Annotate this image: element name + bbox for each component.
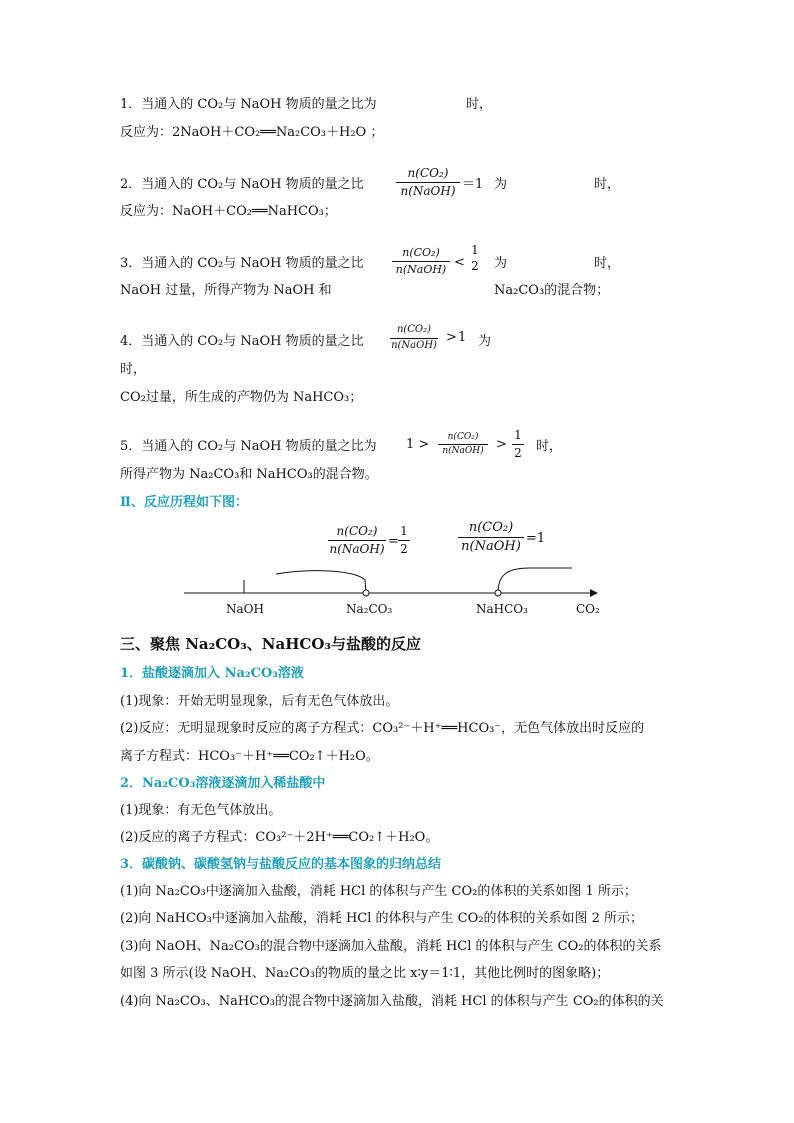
item2-line1: 2．当通入的 CO₂与 NaOH 物质的量之比 [120, 177, 364, 192]
item3-fraction: n(CO₂) n(NaOH) [392, 246, 450, 277]
sub2-p1: (1)现象：有无色气体放出。 [120, 803, 282, 818]
item1-line1: 1．当通入的 CO₂与 NaOH 物质的量之比为 [120, 97, 377, 112]
item2-mid: 为 [494, 177, 508, 192]
sub2-title: 2．Na₂CO₃溶液逐滴加入稀盐酸中 [120, 776, 326, 791]
sub1-p1: (1)现象：开始无明显现象，后有无色气体放出。 [120, 694, 399, 709]
sub1-title: 1．盐酸逐滴加入 Na₂CO₃溶液 [120, 666, 304, 681]
item2-line2: 反应为：NaOH＋CO₂══NaHCO₃； [120, 204, 337, 219]
reaction-path-diagram [180, 560, 600, 606]
item3-line2a: NaOH 过量，所得产物为 NaOH 和 [120, 283, 332, 298]
item3-line1: 3．当通入的 CO₂与 NaOH 物质的量之比 [120, 256, 364, 271]
diagram-half: 1 2 [398, 524, 410, 557]
item4-fraction: n(CO₂) n(NaOH) [391, 324, 437, 351]
item5-half: 1 2 [512, 428, 524, 461]
sub1-p2a: (2)反应：无明显现象时反应的离子方程式：CO₃²⁻＋H⁺══HCO₃⁻，无色气体放出时反应的 [120, 721, 645, 736]
item5-line2: 所得产物为 Na₂CO₃和 NaHCO₃的混合物。 [120, 467, 378, 482]
sub3-p1: (1)向 Na₂CO₃中逐滴加入盐酸，消耗 HCl 的体积与产生 CO₂的体积的关系如图 1 所示； [120, 884, 637, 899]
item2-fraction: n(CO₂) n(NaOH) [396, 166, 460, 199]
item4-gt: > [446, 330, 457, 345]
item3-tail: 时， [594, 256, 621, 271]
diagram-label-co2: CO₂ [576, 602, 600, 616]
sub3-p2: (2)向 NaHCO₃中逐滴加入盐酸，消耗 HCl 的体积与产生 CO₂的体积的关系如图 2 所示； [120, 911, 644, 926]
sub1-p2b: 离子方程式：HCO₃⁻＋H⁺══CO₂↑＋H₂O。 [120, 749, 379, 764]
diagram-fraction-right: n(CO₂) n(NaOH) [458, 520, 524, 556]
item4-line1: 4．当通入的 CO₂与 NaOH 物质的量之比 [120, 334, 364, 349]
item3-half: 1 2 [471, 243, 479, 273]
item2-eq1: ＝1 [462, 177, 484, 192]
sub3-p3b: 如图 3 所示(设 NaOH、Na₂CO₃的物质的量之比 x∶y＝1∶1，其他比例时的图象略)； [120, 966, 610, 981]
item4-one: 1 [458, 330, 467, 345]
item5-one-gt: 1 > [406, 437, 430, 452]
diagram-label-nahco3: NaHCO₃ [476, 602, 528, 616]
sub3-p4: (4)向 Na₂CO₃、NaHCO₃的混合物中逐滴加入盐酸，消耗 HCl 的体积与产生 CO₂的体积的关 [120, 994, 664, 1009]
item3-mid: 为 [494, 256, 508, 271]
item1-line2: 反应为：2NaOH＋CO₂══Na₂CO₃＋H₂O ； [120, 125, 384, 140]
item5-tail: 时， [536, 439, 563, 454]
item4-line2: 时， [120, 362, 147, 377]
item5-fraction: n(CO₂) n(NaOH) [438, 432, 488, 458]
diagram-label-naoh: NaOH [226, 602, 264, 616]
section2-title: Ⅱ、反应历程如下图： [120, 495, 248, 510]
item5-line1: 5．当通入的 CO₂与 NaOH 物质的量之比为 [120, 439, 377, 454]
diagram-fraction-left: n(CO₂) n(NaOH) [329, 524, 385, 556]
item1-tail: 时， [466, 97, 493, 112]
section3-title: 三、聚焦 Na₂CO₃、NaHCO₃与盐酸的反应 [120, 635, 421, 653]
item4-mid: 为 [478, 334, 492, 349]
sub2-p2: (2)反应的离子方程式：CO₃²⁻＋2H⁺══CO₂↑＋H₂O。 [120, 830, 439, 845]
sub3-title: 3．碳酸钠、碳酸氢钠与盐酸反应的基本图象的归纳总结 [120, 857, 442, 872]
diagram-label-na2co3: Na₂CO₃ [346, 602, 393, 616]
item3-line2b: Na₂CO₃的混合物； [494, 283, 610, 298]
item5-gt: > [496, 437, 507, 452]
item4-line3: CO₂过量，所生成的产物仍为 NaHCO₃； [120, 390, 363, 405]
item3-lt: < [454, 255, 465, 270]
diagram-eq-left: = [388, 534, 399, 549]
sub3-p3a: (3)向 NaOH、Na₂CO₃的混合物中逐滴加入盐酸，消耗 HCl 的体积与产生 CO₂的体积的关系 [120, 939, 662, 954]
item2-tail: 时， [594, 177, 621, 192]
diagram-eq-right: =1 [526, 531, 546, 546]
